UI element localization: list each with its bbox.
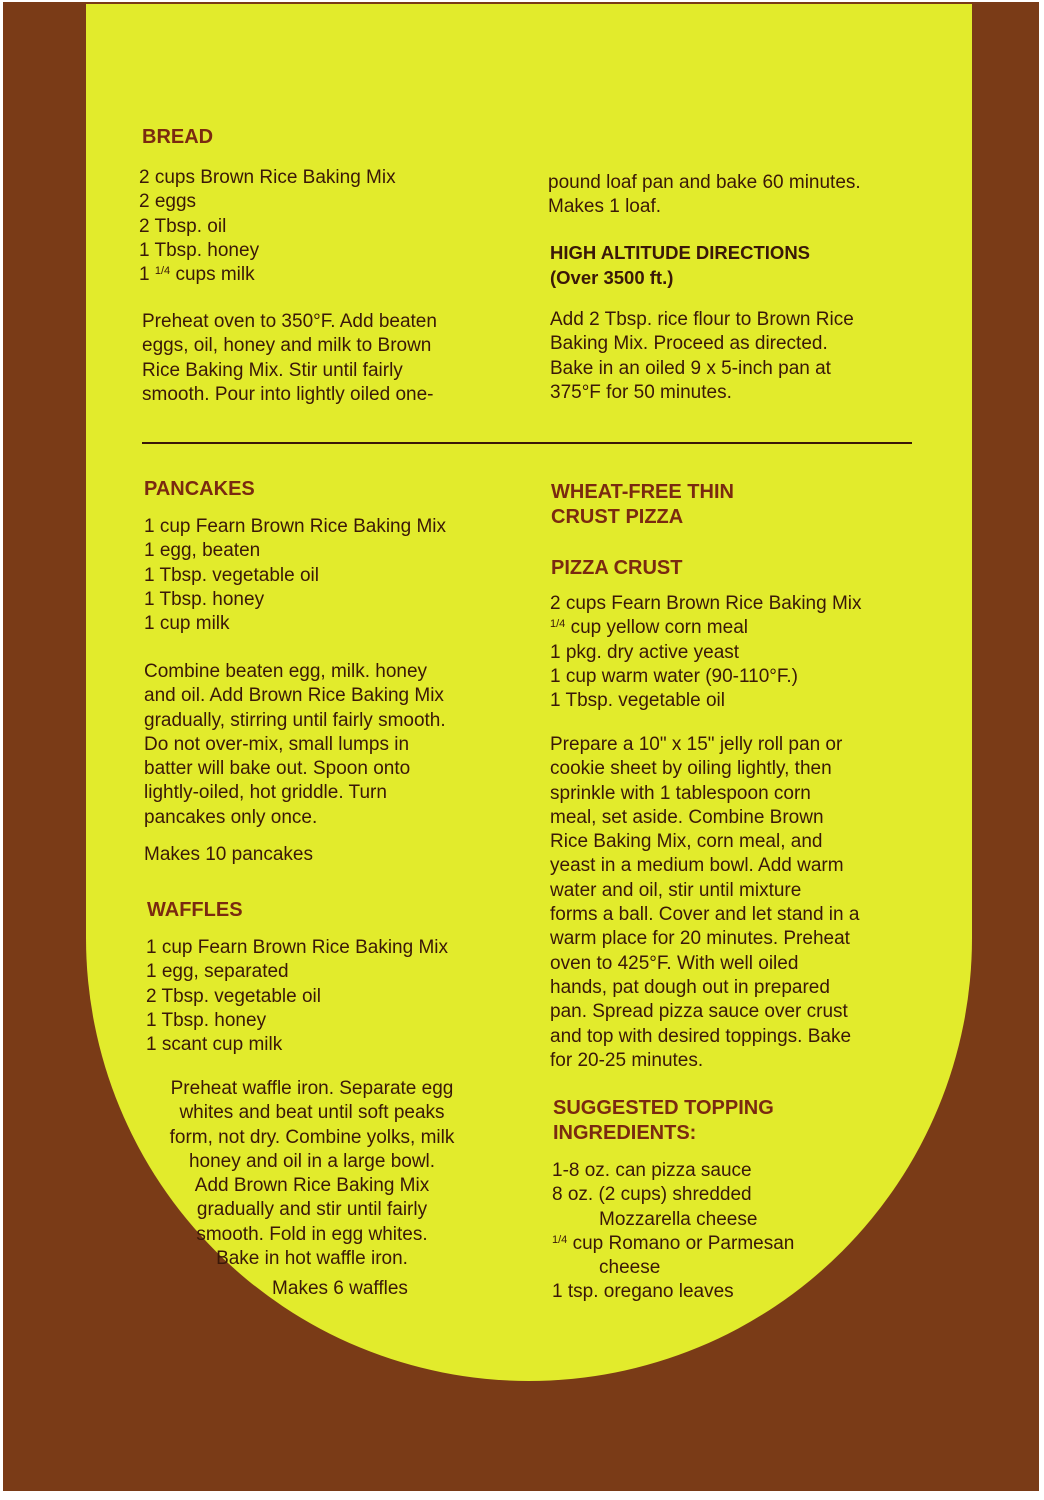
pancakes-ingredient: 1 Tbsp. vegetable oil bbox=[144, 564, 319, 586]
pizza-direction-line: forms a ball. Cover and let stand in a bbox=[550, 904, 860, 926]
high-altitude-line: 375°F for 50 minutes. bbox=[550, 381, 732, 403]
pizza-direction-line: Prepare a 10" x 15" jelly roll pan or bbox=[550, 734, 843, 755]
ingredient-prefix: 1 bbox=[139, 264, 150, 286]
high-altitude-line: Add 2 Tbsp. rice flour to Brown Rice bbox=[550, 309, 854, 330]
pizza-direction-line: cookie sheet by oiling lightly, then bbox=[550, 758, 832, 780]
bread-ingredient: cups milk bbox=[175, 264, 255, 286]
bread-ingredient: 2 Tbsp. oil bbox=[139, 215, 227, 237]
waffles-direction-line: smooth. Fold in egg whites. bbox=[196, 1223, 428, 1245]
pancakes-direction-line: batter will bake out. Spoon onto bbox=[144, 758, 411, 780]
high-altitude-directions bbox=[550, 308, 854, 405]
bread-directions-continued bbox=[548, 171, 861, 220]
topping-item: cup Romano or Parmesan bbox=[572, 1232, 795, 1254]
pizza-crust-title: PIZZA CRUST bbox=[551, 557, 683, 579]
pizza-direction-line: hands, pat dough out in prepared bbox=[550, 976, 830, 998]
waffles-direction-line: form, not dry. Combine yolks, milk bbox=[169, 1126, 455, 1148]
pancakes-directions bbox=[144, 660, 446, 830]
waffles-direction-line: whites and beat until soft peaks bbox=[179, 1102, 445, 1124]
bread-direction-line: eggs, oil, honey and milk to Brown bbox=[142, 335, 432, 357]
waffles-directions bbox=[143, 1077, 481, 1271]
pizza-ingredient: 1 pkg. dry active yeast bbox=[550, 641, 740, 663]
bread-title: BREAD bbox=[142, 126, 214, 148]
waffles-title: WAFFLES bbox=[147, 899, 243, 921]
pizza-direction-line: Rice Baking Mix, corn meal, and bbox=[550, 831, 823, 853]
pancakes-direction-line: lightly-oiled, hot griddle. Turn bbox=[144, 782, 387, 804]
pizza-title bbox=[551, 480, 734, 529]
pancakes-direction-line: gradually, stirring until fairly smooth. bbox=[144, 709, 446, 731]
high-altitude-title-line: (Over 3500 ft.) bbox=[550, 266, 674, 288]
pancakes-direction-line: Combine beaten egg, milk. honey bbox=[144, 661, 428, 682]
pizza-direction-line: oven to 425°F. With well oiled bbox=[550, 952, 799, 974]
pancakes-ingredient: 1 cup Fearn Brown Rice Baking Mix bbox=[144, 516, 447, 537]
pizza-ingredients bbox=[550, 592, 862, 713]
bread-direction-line: smooth. Pour into lightly oiled one- bbox=[142, 383, 434, 405]
topping-item: 1 tsp. oregano leaves bbox=[552, 1281, 734, 1303]
bread-direction-line: pound loaf pan and bake 60 minutes. bbox=[548, 172, 861, 193]
pizza-ingredient-cornmeal bbox=[550, 616, 862, 640]
topping-item-romano bbox=[552, 1232, 794, 1256]
pancakes-direction-line: Do not over-mix, small lumps in bbox=[144, 733, 410, 755]
pizza-direction-line: for 20-25 minutes. bbox=[550, 1049, 704, 1071]
topping-item: 1-8 oz. can pizza sauce bbox=[552, 1160, 752, 1181]
pizza-direction-line: and top with desired toppings. Bake bbox=[550, 1025, 852, 1047]
bread-ingredient: 2 cups Brown Rice Baking Mix bbox=[139, 167, 396, 188]
waffles-ingredient: 1 Tbsp. honey bbox=[146, 1009, 267, 1031]
pizza-direction-line: water and oil, stir until mixture bbox=[550, 879, 802, 901]
topping-item: Mozzarella cheese bbox=[599, 1208, 758, 1230]
topping-item: cheese bbox=[599, 1257, 661, 1279]
waffles-direction-line: gradually and stir until fairly bbox=[196, 1199, 428, 1221]
bread-directions bbox=[142, 310, 437, 407]
waffles-ingredient: 2 Tbsp. vegetable oil bbox=[146, 985, 321, 1007]
topping-item: 8 oz. (2 cups) shredded bbox=[552, 1184, 752, 1206]
pizza-ingredient: 1 Tbsp. vegetable oil bbox=[550, 690, 725, 712]
pizza-title-line: WHEAT-FREE THIN bbox=[551, 481, 734, 503]
pizza-ingredient: 1 cup warm water (90-110°F.) bbox=[550, 665, 799, 687]
pizza-direction-line: sprinkle with 1 tablespoon corn bbox=[550, 782, 811, 804]
bread-ingredients bbox=[139, 166, 396, 287]
pancakes-title: PANCAKES bbox=[144, 478, 255, 500]
pancakes-ingredients bbox=[144, 515, 446, 636]
bread-direction-line: Rice Baking Mix. Stir until fairly bbox=[142, 359, 403, 381]
bread-ingredient: 2 eggs bbox=[139, 191, 197, 213]
bread-yield: Makes 1 loaf. bbox=[548, 196, 661, 218]
waffles-ingredient: 1 scant cup milk bbox=[146, 1034, 283, 1056]
fraction: 1/4 bbox=[550, 618, 566, 631]
waffles-ingredient: 1 cup Fearn Brown Rice Baking Mix bbox=[146, 937, 449, 958]
fraction: 1/4 bbox=[552, 1233, 568, 1246]
pancakes-ingredient: 1 egg, beaten bbox=[144, 540, 261, 562]
pancakes-direction-line: pancakes only once. bbox=[144, 806, 318, 828]
pizza-ingredient: 2 cups Fearn Brown Rice Baking Mix bbox=[550, 593, 862, 614]
toppings-title-line: SUGGESTED TOPPING bbox=[553, 1097, 774, 1119]
pizza-title-line: CRUST PIZZA bbox=[551, 505, 684, 528]
bread-ingredient: 1 Tbsp. honey bbox=[139, 239, 260, 261]
pizza-direction-line: yeast in a medium bowl. Add warm bbox=[550, 855, 844, 877]
pizza-direction-line: warm place for 20 minutes. Preheat bbox=[550, 928, 850, 950]
pizza-direction-line: meal, set aside. Combine Brown bbox=[550, 806, 824, 828]
section-divider bbox=[142, 442, 912, 444]
fraction: 1/4 bbox=[154, 265, 171, 278]
waffles-ingredients bbox=[146, 936, 448, 1057]
pancakes-direction-line: and oil. Add Brown Rice Baking Mix bbox=[144, 685, 444, 707]
pizza-direction-line: pan. Spread pizza sauce over crust bbox=[550, 1001, 848, 1023]
high-altitude-title-line: HIGH ALTITUDE DIRECTIONS bbox=[550, 242, 811, 263]
high-altitude-line: Bake in an oiled 9 x 5-inch pan at bbox=[550, 357, 831, 379]
high-altitude-line: Baking Mix. Proceed as directed. bbox=[550, 333, 828, 355]
waffles-direction-line: Preheat waffle iron. Separate egg bbox=[170, 1078, 454, 1099]
waffles-ingredient: 1 egg, separated bbox=[146, 961, 289, 983]
toppings-title-line: INGREDIENTS: bbox=[553, 1121, 697, 1144]
pizza-ingredient: cup yellow corn meal bbox=[570, 617, 748, 639]
bread-ingredient-milk bbox=[139, 263, 396, 287]
high-altitude-title bbox=[550, 241, 810, 290]
toppings-list bbox=[552, 1159, 794, 1305]
pancakes-ingredient: 1 Tbsp. honey bbox=[144, 588, 265, 610]
pancakes-yield: Makes 10 pancakes bbox=[144, 844, 313, 865]
bread-direction-line: Preheat oven to 350°F. Add beaten bbox=[142, 311, 437, 332]
toppings-title bbox=[553, 1096, 774, 1145]
waffles-direction-line: honey and oil in a large bowl. bbox=[188, 1150, 436, 1172]
waffles-yield: Makes 6 waffles bbox=[272, 1278, 408, 1299]
waffles-direction-line: Add Brown Rice Baking Mix bbox=[194, 1175, 430, 1197]
pancakes-ingredient: 1 cup milk bbox=[144, 613, 230, 635]
pizza-directions bbox=[550, 733, 859, 1073]
waffles-direction-line: Bake in hot waffle iron. bbox=[216, 1248, 408, 1270]
